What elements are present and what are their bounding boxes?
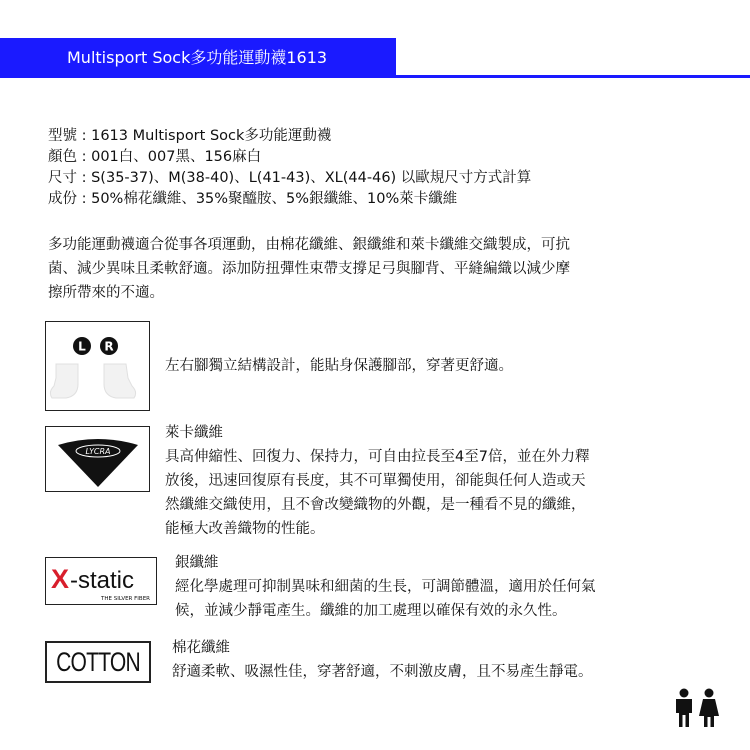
feature-lycra-line: 具高伸縮性、回復力、保持力，可自由拉長至4至7倍，並在外力釋: [165, 449, 590, 465]
feature-lycra-line: 能極大改善織物的性能。: [165, 521, 325, 537]
feature-lr-line: 左右腳獨立結構設計，能貼身保護腳部，穿著更舒適。: [165, 358, 513, 374]
left-right-sock-icon: [45, 321, 150, 411]
svg-text:X: X: [51, 564, 70, 594]
feature-lycra-line: 然纖維交織使用，且不會改變織物的外觀，是一種看不見的纖維，: [165, 497, 586, 513]
lycra-logo: [45, 426, 150, 492]
cotton-logo: [45, 641, 151, 683]
spec-material: 成份 : 50%棉花纖維、35%聚醯胺、5%銀纖維、10%萊卡纖維: [48, 191, 458, 207]
lycra-logo-text: LYCRA: [85, 447, 111, 456]
description-line: 擦所帶來的不適。: [48, 285, 164, 301]
feature-silver-line: 候，並減少靜電產生。纖維的加工處理以確保有效的永久性。: [175, 603, 567, 619]
feature-silver-text: [175, 551, 596, 623]
feature-lycra-text: [165, 421, 589, 541]
feature-lycra-line: 放後，迅速回復原有長度，其不可單獨使用，卻能與任何人造或天: [165, 473, 586, 489]
spec-list: [48, 126, 531, 210]
feature-silver-line: 經化學處理可抑制異味和細菌的生長，可調節體溫，適用於任何氣: [175, 579, 596, 595]
feature-lycra-title: 萊卡纖維: [165, 425, 223, 441]
feature-lr-text: [165, 354, 513, 378]
svg-text:-static: -static: [70, 567, 135, 594]
page-title: Multisport Sock多功能運動襪1613: [67, 48, 328, 67]
spec-color: 顏色 : 001白、007黑、156麻白: [48, 149, 262, 165]
feature-cotton-title: 棉花纖維: [172, 640, 230, 656]
description-line: 多功能運動襪適合從事各項運動，由棉花纖維、銀纖維和萊卡纖維交織製成，可抗: [48, 237, 570, 253]
feature-cotton-line: 舒適柔軟、吸濕性佳，穿著舒適，不刺激皮膚，且不易產生靜電。: [172, 664, 593, 680]
product-description: [48, 233, 708, 305]
x-static-tagline: THE SILVER FIBER: [101, 596, 150, 602]
spec-model: 型號 : 1613 Multisport Sock多功能運動襪: [48, 128, 332, 144]
right-badge: R: [104, 339, 114, 354]
feature-silver-title: 銀纖維: [175, 555, 219, 571]
spec-size: 尺寸 : S(35-37)、M(38-40)、L(41-43)、XL(44-46) 以歐規尺寸方式計算: [48, 170, 532, 186]
cotton-logo-text: COTTON: [56, 646, 140, 677]
x-static-logo: [45, 557, 157, 605]
description-line: 菌、減少異味且柔軟舒適。添加防扭彈性束帶支撐足弓與腳背、平縫編織以減少摩: [48, 261, 570, 277]
feature-cotton-text: [172, 636, 593, 684]
left-badge: L: [78, 339, 86, 354]
unisex-icon: [670, 688, 724, 728]
